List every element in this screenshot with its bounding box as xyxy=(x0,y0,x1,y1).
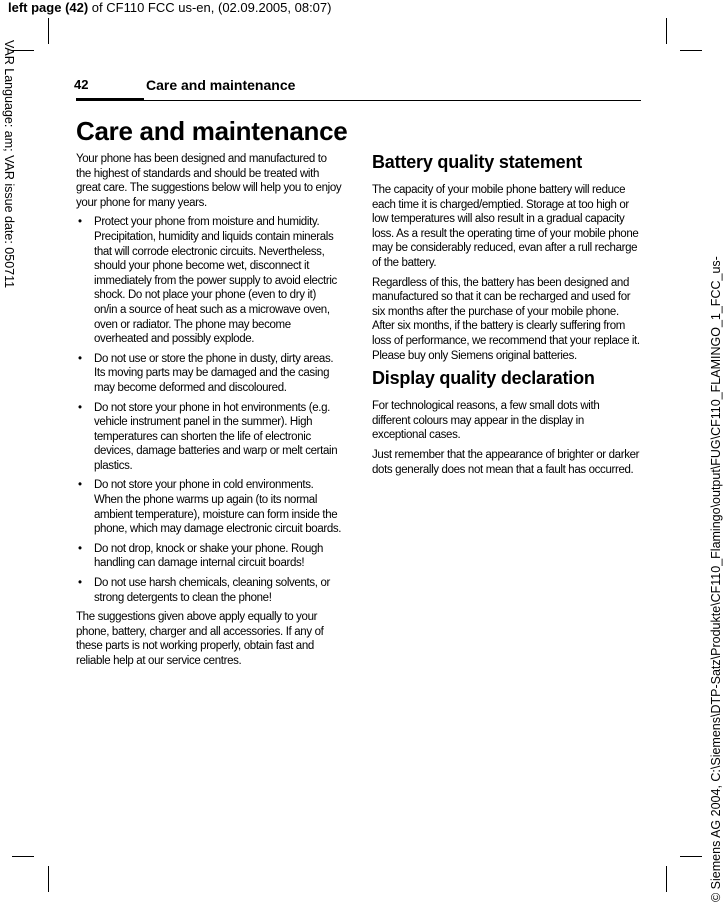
crop-mark xyxy=(680,50,702,51)
crop-mark xyxy=(666,18,667,44)
running-header-title: Care and maintenance xyxy=(146,77,296,93)
left-margin-note xyxy=(0,40,18,360)
battery-paragraph-2: Regardless of this, the battery has been designed and manufactured so that it can be recharged and used for six months after the purchase of your mobile phone. After six months, if the battery is clearly suffering from loss of performance, we recommend that your replace it. Please buy only Siemens original batteries. xyxy=(372,276,640,362)
list-item-text: Protect your phone from moisture and humidity. Precipitation, humidity and liquids contain minerals that will corrode electronic circuits. Nevertheless, should your phone become wet, disconnect it immediately from the power supply to avoid electric shock. Do not place your phone (even to dry it) on/in a source of heat such as a microwave oven, oven or radiator. The phone may become overheated and possibly explode. xyxy=(94,216,337,346)
header-rule xyxy=(144,100,641,101)
bullet-marker: • xyxy=(78,401,82,414)
page-number: 42 xyxy=(74,77,89,92)
display-heading: Display quality declaration xyxy=(372,368,595,389)
list-item xyxy=(76,576,342,605)
print-page-ref: left page (42) xyxy=(8,0,89,15)
closing-paragraph: The suggestions given above apply equally to your phone, battery, charger and all accessories. If any of these parts is not working properly, obtain fast and reliable help at our service centres. xyxy=(76,611,324,667)
list-item xyxy=(76,352,342,396)
print-job-info: of CF110 FCC us-en, (02.09.2005, 08:07) xyxy=(88,0,332,15)
print-job-header xyxy=(8,0,331,15)
crop-mark xyxy=(48,866,49,892)
right-margin-note xyxy=(694,180,723,909)
list-item-text: Do not store your phone in hot environments (e.g. vehicle instrument panel in the summer). High temperatures can shorten the life of electronic devices, damage batteries and warp or melt certain plastics. xyxy=(94,401,338,472)
crop-mark xyxy=(666,866,667,892)
page-title: Care and maintenance xyxy=(76,116,348,146)
left-column xyxy=(76,152,342,674)
bullet-marker: • xyxy=(78,542,82,555)
bullet-marker: • xyxy=(78,352,82,365)
header-rule-thick xyxy=(76,98,144,101)
care-tips-list xyxy=(76,215,342,605)
list-item xyxy=(76,215,342,346)
list-item-text: Do not drop, knock or shake your phone. Rough handling can damage internal circuit boards! xyxy=(94,542,324,570)
right-column xyxy=(372,152,640,482)
display-paragraph-2: Just remember that the appearance of brighter or darker dots generally does not mean that a fault has occurred. xyxy=(372,448,640,476)
var-language-note: VAR Language: am; VAR issue date: 050711 xyxy=(2,40,16,289)
crop-mark xyxy=(12,856,34,857)
display-paragraph-1: For technological reasons, a few small dots with different colours may appear in the display in exceptional cases. xyxy=(372,400,600,442)
list-item-text: Do not store your phone in cold environments. When the phone warms up again (to its normal ambient temperature), moisture can form inside the phone, which may damage electronic circuit boards. xyxy=(94,479,342,536)
list-item-text: Do not use or store the phone in dusty, dirty areas. Its moving parts may be damaged and the casing may become deformed and discoloured. xyxy=(94,352,334,394)
battery-heading: Battery quality statement xyxy=(372,152,583,172)
copyright-path-note: © Siemens AG 2004, C:\Siemens\DTP-Satz\Produkte\CF110_Flamingo\output\FUG\CF110_FLAMINGO_1_FCC_us- xyxy=(709,256,723,902)
intro-paragraph: Your phone has been designed and manufactured to the highest of standards and should be treated with great care. The suggestions below will help you to enjoy your phone for many years. xyxy=(76,153,342,209)
list-item xyxy=(76,478,342,536)
list-item xyxy=(76,542,342,571)
crop-mark xyxy=(48,18,49,44)
bullet-marker: • xyxy=(78,577,82,590)
list-item-text: Do not use harsh chemicals, cleaning solvents, or strong detergents to clean the phone! xyxy=(94,577,330,604)
bullet-marker: • xyxy=(78,479,82,492)
bullet-marker: • xyxy=(78,216,82,229)
battery-paragraph-1: The capacity of your mobile phone battery will reduce each time it is charged/emptied. Storage at too high or low temperatures will also result in a gradual capacity loss. As a result the operating time of your mobile phone may be considerably reduced, evan after a rull recharge of the battery. xyxy=(372,184,639,269)
list-item xyxy=(76,401,342,474)
